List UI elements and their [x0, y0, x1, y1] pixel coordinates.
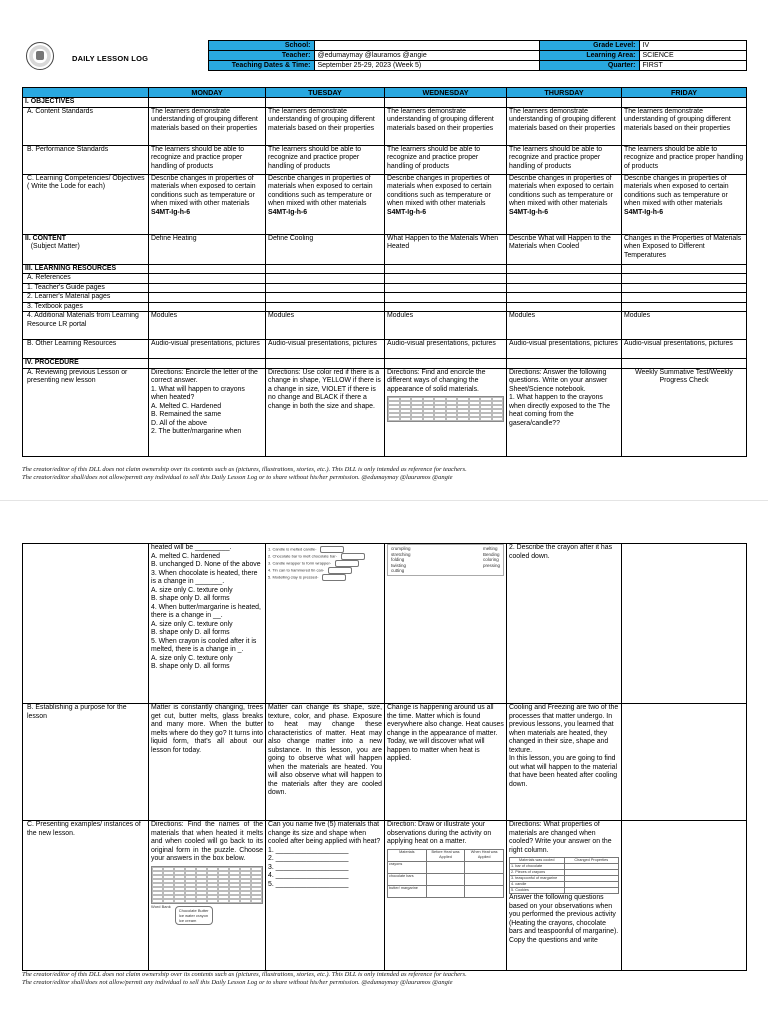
day-friday: FRIDAY [622, 88, 747, 98]
reviewing-mon-cont: heated will be _________. A. melted C. hardened B. unchanged D. None of the above 3. When chocolate is heated, there is a change in _______. A. size only C. texture only B. shape only D. all forms 4. When butter/margarine is heated, there is a change in __. A. size only C. texture only B. shape only D. all forms 5. When crayon is cooled after it is melted, there is a change in _. A. size only C. texture only B. shape only D. all forms [149, 544, 266, 704]
disclaimer-p1: The creator/editor of this DLL does not claim ownership over its contents such as (pictures, illustrations, stories, etc.). This DLL is only intended as reference for teachers. The creator/editor shall/does not allow/permit any individual to sell this Daily Lesson Log or to share without his/her permission. @edumaymay @lauramos @angie [22, 466, 467, 481]
textbook-label: 3. Textbook pages [23, 302, 149, 312]
day-wednesday: WEDNESDAY [385, 88, 507, 98]
additional-materials-label: 4. Additional Materials from Learning Resource LR portal [23, 312, 149, 340]
tue-answer-line-1: 1. ___________________ [268, 846, 349, 854]
competencies-thu: Describe changes in properties of materials when exposed to certain conditions such as temperature or when mixed with other materials S4MT-Ig-h-6 [507, 174, 622, 234]
puzzle-cell [446, 417, 458, 421]
page-1 [0, 0, 768, 500]
references-label: A. References [23, 274, 149, 284]
cooled-properties-table: Materials was cooled Changed Properties 1. bar of chocolate 2. Pieces of crayons 3. teaspoonful of margarine 4. candle 5. Cookies [509, 857, 619, 894]
content-standards-mon: The learners demonstrate understanding of grouping different materials based on their properties [149, 107, 266, 145]
puzzle-cell [423, 417, 435, 421]
day-thursday: THURSDAY [507, 88, 622, 98]
learners-material-label: 2. Learner's Material pages [23, 293, 149, 303]
day-header-blank [23, 88, 149, 98]
puzzle-cell [480, 417, 492, 421]
competencies-wed: Describe changes in properties of materials when exposed to certain conditions such as temperature or when mixed with other materials S4MT-Ig-h-6 [385, 174, 507, 234]
teacher-value: @edumaymay @lauramos @angie [314, 51, 539, 61]
additional-thu: Modules [507, 312, 622, 340]
purpose-thu: Cooling and Freezing are two of the processes that matter undergo. In previous lessons, you learned that when materials are heated, they changed in their size, shape and texture. In this lesson, you are going to find out what will happen to the material that have been heated after cooling down. [507, 704, 622, 821]
day-tuesday: TUESDAY [266, 88, 385, 98]
content-standards-fri: The learners demonstrate understanding of grouping different materials based on their properties [622, 107, 747, 145]
puzzle-cell [185, 899, 196, 903]
puzzle-cell [434, 417, 446, 421]
day-header-row [23, 88, 747, 98]
presenting-thu: Directions: What properties of materials are changed when cooled? Write your answer on the right column. Materials was cooled Changed Properties 1. bar of chocolate 2. Pieces of crayons 3. teaspoonful of margarine 4. candle 5. Cookies Answer the following questions based on your observations when you performed the previous activity (Heating the crayons, chocolate bars and teaspoonful of margarine). Copy the questions and write [507, 821, 622, 971]
tue-answer-line-5: 5. ___________________ [268, 880, 349, 888]
performance-standards-wed: The learners should be able to recognize and practice proper handling of products [385, 145, 507, 174]
presenting-wed: Direction: Draw or illustrate your observations during the activity on applying heat on a matter. Materials Before Heat was Applied When Heat was Applied crayons chocolate bars butter/ margarine [385, 821, 507, 971]
puzzle-cell [152, 899, 163, 903]
performance-standards-fri: The learners should be able to recognize and practice proper handling of products [622, 145, 747, 174]
competencies-label: C. Learning Competencies/ Objectives ( Write the Lode for each) [23, 174, 149, 234]
competencies-tue: Describe changes in properties of materials when exposed to certain conditions such as temperature or when mixed with other materials S4MT-Ig-h-6 [266, 174, 385, 234]
competencies-mon: Describe changes in properties of materials when exposed to certain conditions such as temperature or when mixed with other materials S4MT-Ig-h-6 [149, 174, 266, 234]
presenting-mon: Directions: Find the names of the materials that when heated it melts and when cooled will go back to its original form in the puzzle. Choose your answers in the box below. Word Bank Chocolate Butter Ice water crayon Ice cream [149, 821, 266, 971]
content-standards-label: A. Content Standards [23, 107, 149, 145]
word-bank-box: crumpling stretching folding twisting cutting melting Bending coloring pressing [387, 544, 504, 576]
presenting-tue: Can you name five (5) materials that change its size and shape when cooled after being applied with heat? 1. ___________________ 2. ___________________ 3. ___________________ 4. ___________________ 5. ___________________ [266, 821, 385, 971]
tue-item-2: 2. Chocolate bar to melt chocolate bar- [268, 553, 382, 560]
melt-puzzle-grid [151, 866, 263, 904]
lesson-table-page2 [22, 543, 747, 971]
other-thu: Audio-visual presentations, pictures [507, 340, 622, 359]
puzzle-cell [240, 899, 251, 903]
puzzle-cell [218, 899, 229, 903]
purpose-fri [622, 704, 747, 821]
area-label: Learning Area: [539, 51, 639, 61]
content-standards-thu: The learners demonstrate understanding of grouping different materials based on their properties [507, 107, 622, 145]
resources-heading: III. LEARNING RESOURCES [23, 264, 149, 274]
school-label: School: [208, 41, 314, 51]
lesson-table-page1 [22, 87, 747, 457]
reviewing-tue: Directions: Use color red if there is a change in shape, YELLOW if there is a change in size, VIOLET if there is no change and BLACK if there a change in both the size and shape. [266, 368, 385, 456]
puzzle-cell [388, 417, 400, 421]
area-value: SCIENCE [639, 51, 746, 61]
school-value [314, 41, 539, 51]
tue-item-1: 1. Candle is melted candle- [268, 546, 382, 553]
performance-standards-tue: The learners should be able to recognize and practice proper handling of products [266, 145, 385, 174]
page-2 [0, 500, 768, 1024]
reviewing-tue-items [266, 544, 385, 704]
puzzle-cell [411, 417, 423, 421]
puzzle-cell [469, 417, 481, 421]
reviewing-thu-cont: 2. Describe the crayon after it has cooled down. [507, 544, 622, 704]
reviewing-wed-cont [385, 544, 507, 704]
teacher-label: Teacher: [208, 51, 314, 61]
teachers-guide-label: 1. Teacher's Guide pages [23, 283, 149, 293]
other-wed: Audio-visual presentations, pictures [385, 340, 507, 359]
additional-tue: Modules [266, 312, 385, 340]
puzzle-cell [400, 417, 412, 421]
grade-label: Grade Level: [539, 41, 639, 51]
tue-answer-line-3: 3. ___________________ [268, 863, 349, 871]
purpose-tue: Matter can change its shape, size, texture, color, and phase. Exposure to heat may change these characteristics of matter. Heat may also change matter into a new substance. In this lesson, you are going to observe what will happen when the materials are heated. You will also observe what will happen to the materials after they are cooled down. [266, 704, 385, 821]
content-thu: Describe What will Happen to the Materials when Cooled [507, 234, 622, 264]
puzzle-cell [207, 899, 218, 903]
additional-mon: Modules [149, 312, 266, 340]
quarter-value: FIRST [639, 61, 746, 71]
purpose-wed: Change is happening around us all the time. Matter which is found everywhere also change. Heat causes change in the appearance of matter. Today, we will discover what will happen to matter when heat is applied. [385, 704, 507, 821]
performance-standards-label: B. Performance Standards [23, 145, 149, 174]
other-resources-label: B. Other Learning Resources [23, 340, 149, 359]
objectives-heading: I. OBJECTIVES [23, 98, 149, 108]
tue-item-5: 5. Modelling clay is pressed- [268, 574, 382, 581]
presenting-fri [622, 821, 747, 971]
word-bank-label: Word Bank [151, 903, 171, 909]
presenting-label: C. Presenting examples/ instances of the new lesson. [23, 821, 149, 971]
deped-seal-logo [26, 42, 54, 70]
additional-fri: Modules [622, 312, 747, 340]
word-search-puzzle [387, 396, 504, 422]
header-table [22, 40, 747, 71]
tue-answer-line-4: 4. ___________________ [268, 872, 349, 879]
other-tue: Audio-visual presentations, pictures [266, 340, 385, 359]
observation-table: Materials Before Heat was Applied When Heat was Applied crayons chocolate bars butter/ margarine [387, 849, 504, 898]
other-fri: Audio-visual presentations, pictures [622, 340, 747, 359]
procedure-heading: IV. PROCEDURE [23, 359, 149, 369]
puzzle-cell [251, 899, 262, 903]
purpose-mon: Matter is constantly changing, trees get cut, butter melts, glass breaks and many more. When the butter melts where do they go? It turns into liquid form, that's all about our lesson for today. [149, 704, 266, 821]
dates-label: Teaching Dates & Time: [208, 61, 314, 71]
content-fri: Changes in the Properties of Materials when Exposed to Different Temperatures [622, 234, 747, 264]
content-wed: What Happen to the Materials When Heated [385, 234, 507, 264]
puzzle-cell [163, 899, 174, 903]
puzzle-cell [492, 417, 504, 421]
content-tue: Define Cooling [266, 234, 385, 264]
quarter-label: Quarter: [539, 61, 639, 71]
day-monday: MONDAY [149, 88, 266, 98]
reviewing-wed: Directions: Find and encircle the different ways of changing the appearance of solid materials. [385, 368, 507, 456]
competencies-fri: Describe changes in properties of materials when exposed to certain conditions such as temperature or when mixed with other materials S4MT-Ig-h-6 [622, 174, 747, 234]
content-standards-tue: The learners demonstrate understanding of grouping different materials based on their properties [266, 107, 385, 145]
disclaimer-p2: The creator/editor of this DLL does not claim ownership over its contents such as (pictures, illustrations, stories, etc.). This DLL is only intended as reference for teachers. The creator/editor shall/does not allow/permit any individual to sell this Daily Lesson Log or to share without his/her permission. @edumaymay @lauramos @angie [22, 971, 467, 986]
tue-answer-line-2: 2. ___________________ [268, 855, 349, 862]
header-logo-cell [22, 41, 208, 71]
reviewing-mon: Directions: Encircle the letter of the correct answer. 1. What will happen to crayons when heated? A. Melted C. Hardened B. Remained the same D. All of the above 2. The butter/margarine when [149, 368, 266, 456]
puzzle-cell [457, 417, 469, 421]
performance-standards-mon: The learners should be able to recognize and practice proper handling of products [149, 145, 266, 174]
performance-standards-thu: The learners should be able to recognize and practice proper handling of products [507, 145, 622, 174]
content-mon: Define Heating [149, 234, 266, 264]
puzzle-cell [229, 899, 240, 903]
reviewing-cont-label [23, 544, 149, 704]
puzzle-cell [196, 899, 207, 903]
grade-value: IV [639, 41, 746, 51]
tue-item-4: 4. Tin can to hammered tin can- [268, 567, 382, 574]
tue-item-3: 3. Candle wrapper to form wrapper- [268, 560, 382, 567]
reviewing-thu: Directions: Answer the following questions. Write on your answer Sheet/Science notebook. 1. What happen to the crayons when directly exposed to the The heat coming from the gasera/candle?? [507, 368, 622, 456]
content-label: II. CONTENT (Subject Matter) [23, 234, 149, 264]
reviewing-label: A. Reviewing previous Lesson or presenting new lesson [23, 368, 149, 456]
dates-value: September 25-29, 2023 (Week 5) [314, 61, 539, 71]
other-mon: Audio-visual presentations, pictures [149, 340, 266, 359]
melt-word-bank: Chocolate Butter Ice water crayon Ice cream [175, 906, 213, 925]
purpose-label: B. Establishing a purpose for the lesson [23, 704, 149, 821]
puzzle-cell [174, 899, 185, 903]
page-title: DAILY LESSON LOG [72, 53, 149, 63]
content-standards-wed: The learners demonstrate understanding of grouping different materials based on their properties [385, 107, 507, 145]
reviewing-fri: Weekly Summative Test/Weekly Progress Check [622, 368, 747, 456]
reviewing-fri-cont [622, 544, 747, 704]
additional-wed: Modules [385, 312, 507, 340]
